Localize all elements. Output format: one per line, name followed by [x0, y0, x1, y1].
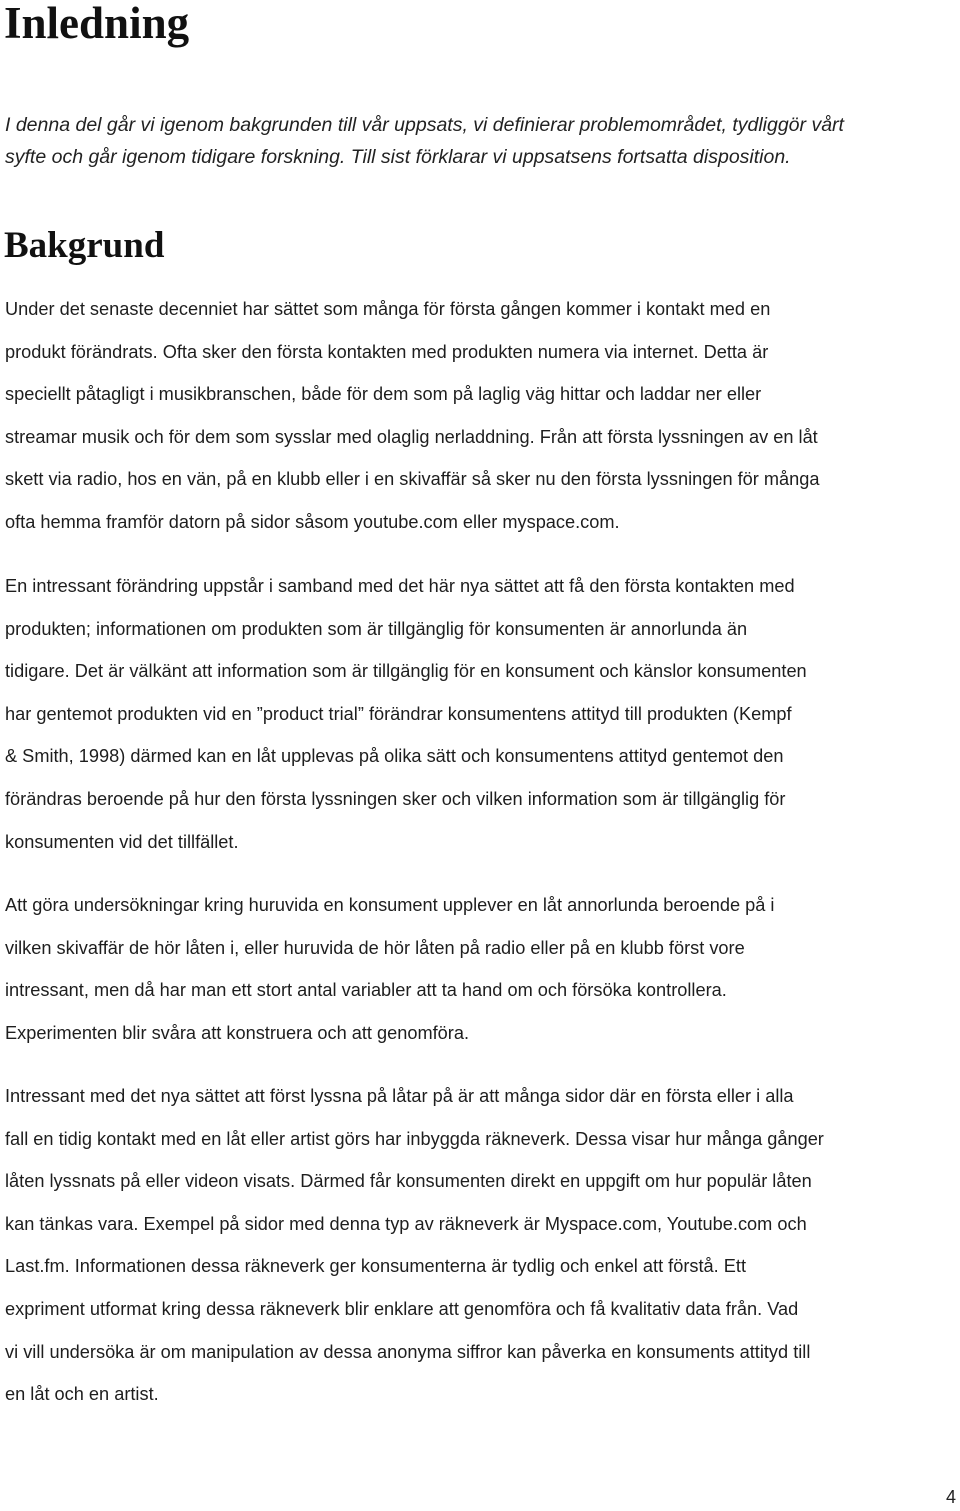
paragraph-line: Att göra undersökningar kring huruvida en konsument upplever en låt annorlunda beroende på i [5, 895, 775, 915]
paragraph-line: produkten; informationen om produkten som är tillgänglig för konsumenten är annorlunda än [5, 618, 748, 639]
paragraph-line: tidigare. Det är välkänt att information som är tillgänglig för en konsument och känslor konsumenten [5, 661, 807, 682]
paragraph-line: Intressant med det nya sättet att först lyssna på låtar på är att många sidor där en första eller i alla [5, 1086, 794, 1106]
paragraph-line: skett via radio, hos en vän, på en klubb eller i en skivaffär så sker nu den första lyssningen för många [5, 469, 820, 490]
paragraph-line: förändras beroende på hur den första lyssningen sker och vilken information som är tillgänglig för [5, 788, 786, 809]
paragraph-line: en låt och en artist. [5, 1384, 159, 1405]
chapter-heading: Inledning [4, 0, 190, 48]
paragraph-line: kan tänkas vara. Exempel på sidor med denna typ av räkneverk är Myspace.com, Youtube.com och [5, 1213, 807, 1234]
paragraph-line: konsumenten vid det tillfället. [5, 831, 239, 852]
body-paragraph [5, 1075, 957, 1416]
paragraph-line: intressant, men då har man ett stort antal variabler att ta hand om och försöka kontrollera. [5, 980, 727, 1001]
intro-line: I denna del går vi igenom bakgrunden till vår uppsats, vi definierar problemområdet, tydliggör vårt [5, 114, 844, 136]
paragraph-line: expriment utformat kring dessa räkneverk blir enklare att genomföra och få kvalitativ data från. Vad [5, 1298, 799, 1319]
paragraph-line: speciellt påtagligt i musikbranschen, både för dem som på laglig väg hittar och laddar ner eller [5, 384, 762, 405]
paragraph-line: vi vill undersöka är om manipulation av dessa anonyma siffror kan påverka en konsuments attityd till [5, 1341, 811, 1362]
paragraph-line: En intressant förändring uppstår i samband med det här nya sättet att få den första kontakten med [5, 576, 795, 596]
section-heading: Bakgrund [4, 225, 165, 266]
intro-line: syfte och går igenom tidigare forskning. Till sist förklarar vi uppsatsens fortsatta disposition. [5, 146, 791, 168]
body-paragraph [5, 565, 957, 863]
paragraph-line: vilken skivaffär de hör låten i, eller huruvida de hör låten på radio eller på en klubb först vore [5, 937, 745, 958]
paragraph-line: har gentemot produkten vid en ”product trial” förändrar konsumentens attityd till produkten (Kempf [5, 703, 792, 724]
paragraph-line: & Smith, 1998) därmed kan en låt upplevas på olika sätt och konsumentens attityd gentemot den [5, 746, 784, 767]
paragraph-line: produkt förändrats. Ofta sker den första kontakten med produkten numera via internet. Detta är [5, 341, 769, 362]
paragraph-line: Under det senaste decenniet har sättet som många för första gången kommer i kontakt med en [5, 299, 771, 319]
paragraph-line: ofta hemma framför datorn på sidor såsom youtube.com eller myspace.com. [5, 511, 620, 532]
paragraph-line: låten lyssnats på eller videon visats. Därmed får konsumenten direkt en uppgift om hur populär låten [5, 1171, 812, 1192]
paragraph-line: streamar musik och för dem som sysslar med olaglig nerladdning. Från att första lyssningen av en låt [5, 426, 818, 447]
body-paragraph [5, 884, 957, 1054]
page-number: 4 [945, 1487, 956, 1507]
paragraph-line: Experimenten blir svåra att konstruera och att genomföra. [5, 1022, 470, 1043]
paragraph-line: Last.fm. Informationen dessa räkneverk ger konsumenterna är tydlig och enkel att förstå. Ett [5, 1256, 747, 1277]
body-paragraph [5, 288, 957, 544]
intro-paragraph [5, 109, 950, 173]
paragraph-line: fall en tidig kontakt med en låt eller artist görs har inbyggda räkneverk. Dessa visar hur många gånger [5, 1128, 824, 1149]
